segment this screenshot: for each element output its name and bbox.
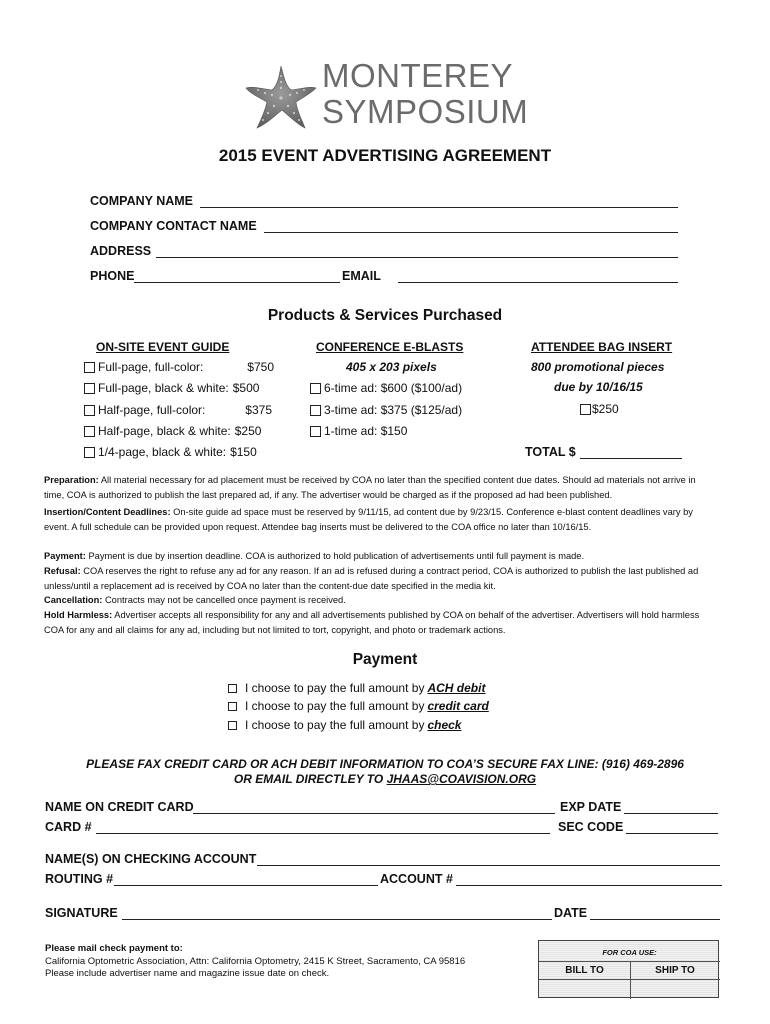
checkbox[interactable] [310,383,321,394]
fax-notice-line-1: PLEASE FAX CREDIT CARD OR ACH DEBIT INFORMATION TO COA’S SECURE FAX LINE: (916) 469-2896 [86,757,684,771]
page-title: 2015 EVENT ADVERTISING AGREEMENT [218,146,552,165]
routing-label: ROUTING # [45,872,114,886]
eblast-item[interactable]: 3-time ad: $375 ($125/ad) [310,403,462,417]
address-field[interactable] [156,257,678,258]
exp-date-field[interactable] [624,813,718,814]
terms-cancellation: Cancellation: Contracts may not be cancelled once payment is received. [44,595,346,605]
date-label: DATE [554,906,588,920]
card-number-field[interactable] [96,833,550,834]
sec-code-field[interactable] [626,833,718,834]
fax-notice-line-2: OR EMAIL DIRECTLEY TO JHAAS@COAVISION.ORG [233,772,537,786]
phone-field[interactable] [134,282,340,283]
pay-option-check[interactable]: I choose to pay the full amount by check [228,718,461,732]
pay-option-credit-card[interactable]: I choose to pay the full amount by credit card [228,699,489,713]
checkbox[interactable] [84,447,95,458]
checkbox[interactable] [310,405,321,416]
checkbox[interactable] [580,404,591,415]
signature-label: SIGNATURE [45,906,118,920]
company-name-field[interactable] [200,207,678,208]
bag-insert-item[interactable]: $250 [580,402,619,416]
contact-name-field[interactable] [264,232,678,233]
total-field[interactable] [580,458,682,459]
eblasts-size: 405 x 203 pixels [346,360,437,374]
onsite-heading: ON-SITE EVENT GUIDE [96,340,230,354]
checkbox[interactable] [84,362,95,373]
routing-field[interactable] [114,885,378,886]
coa-use-heading: FOR COA USE: [602,948,657,957]
logo-line-2: SYMPOSIUM [322,93,529,130]
onsite-item[interactable]: Full-page, black & white: $500 [84,381,274,395]
name-on-card-label: NAME ON CREDIT CARD [45,800,194,814]
onsite-item[interactable]: Half-page, full-color: $375 [84,403,274,417]
checkbox[interactable] [310,426,321,437]
account-field[interactable] [456,885,722,886]
phone-label: PHONE [90,269,135,283]
checkbox[interactable] [84,426,95,437]
onsite-item[interactable]: Half-page, black & white: $250 [84,424,284,438]
terms-preparation: Preparation: All material necessary for ad placement must be received by COA no later than the specified content due dates. Should ad materials not arrive in time, COA is authorized to publish the last prepared ad, if any. The advertiser would be charged as if the proposed ad had been published. [44,475,696,500]
terms-payment: Payment: Payment is due by insertion deadline. COA is authorized to hold publication of advertisements until full payment is made. [44,551,585,561]
eblasts-heading: CONFERENCE E-BLASTS [316,340,464,354]
terms-insertion: Insertion/Content Deadlines: On-site guide ad space must be reserved by 9/11/15, ad content due by 9/23/15. Conference e-blast content deadlines vary by event. A full schedule can be provided upon request. Attendee bag inserts must be delivered to the COA office no later than 10/16/15. [44,507,693,532]
card-number-label: CARD # [45,820,92,834]
mail-heading: Please mail check payment to: [45,943,183,954]
bag-insert-heading: ATTENDEE BAG INSERT [531,340,673,354]
email-label: EMAIL [342,269,381,283]
address-label: ADDRESS [90,244,152,258]
ship-to-label: SHIP TO [655,965,695,976]
checkbox[interactable] [84,405,95,416]
coa-use-box [538,940,719,998]
exp-date-label: EXP DATE [560,800,622,814]
email-field[interactable] [398,282,678,283]
eblast-item[interactable]: 6-time ad: $600 ($100/ad) [310,381,462,395]
onsite-item[interactable]: Full-page, full-color: $750 [84,360,274,374]
terms-refusal: Refusal: COA reserves the right to refuse any ad for any reason. If an ad is refused during a contract period, COA is authorized to publish the last published ad unless/until a replacement ad is received by COA no later than the content-due date specified in the media kit. [44,566,699,591]
company-name-label: COMPANY NAME [90,194,194,208]
bag-insert-due: due by 10/16/15 [554,380,643,394]
terms-hold-harmless: Hold Harmless: Advertiser accepts all responsibility for any and all advertisements published by COA on behalf of the advertiser. Advertisers will hold harmless COA for any and all claims for any ad, including but not limited to tort, copyright, and photo or trademark actions. [44,610,700,635]
eblast-item[interactable]: 1-time ad: $150 [310,424,407,438]
checking-name-field[interactable] [257,865,720,866]
checking-name-label: NAME(S) ON CHECKING ACCOUNT [45,852,257,866]
mail-note: Please include advertiser name and magazine issue date on check. [45,968,330,979]
date-field[interactable] [590,919,720,920]
starfish-icon [244,64,318,130]
checkbox[interactable] [228,721,237,730]
total-label: TOTAL $ [525,445,576,459]
payment-heading: Payment [352,651,418,668]
mail-address: California Optometric Association, Attn: California Optometry, 2415 K Street, Sacramento, CA 95816 [45,956,466,967]
signature-field[interactable] [122,919,552,920]
onsite-item[interactable]: 1/4-page, black & white: $150 [84,445,284,459]
checkbox[interactable] [228,684,237,693]
name-on-card-field[interactable] [193,813,555,814]
checkbox[interactable] [228,702,237,711]
logo-line-1: MONTEREY [322,57,514,94]
bag-insert-quantity: 800 promotional pieces [531,360,665,374]
checkbox[interactable] [84,383,95,394]
sec-code-label: SEC CODE [558,820,624,834]
contact-name-label: COMPANY CONTACT NAME [90,219,257,233]
bill-to-label: BILL TO [565,965,604,976]
account-label: ACCOUNT # [380,872,453,886]
pay-option-ach[interactable]: I choose to pay the full amount by ACH debit [228,681,485,695]
products-heading: Products & Services Purchased [267,307,503,324]
fax-email-link[interactable]: JHAAS@COAVISION.ORG [386,772,537,786]
